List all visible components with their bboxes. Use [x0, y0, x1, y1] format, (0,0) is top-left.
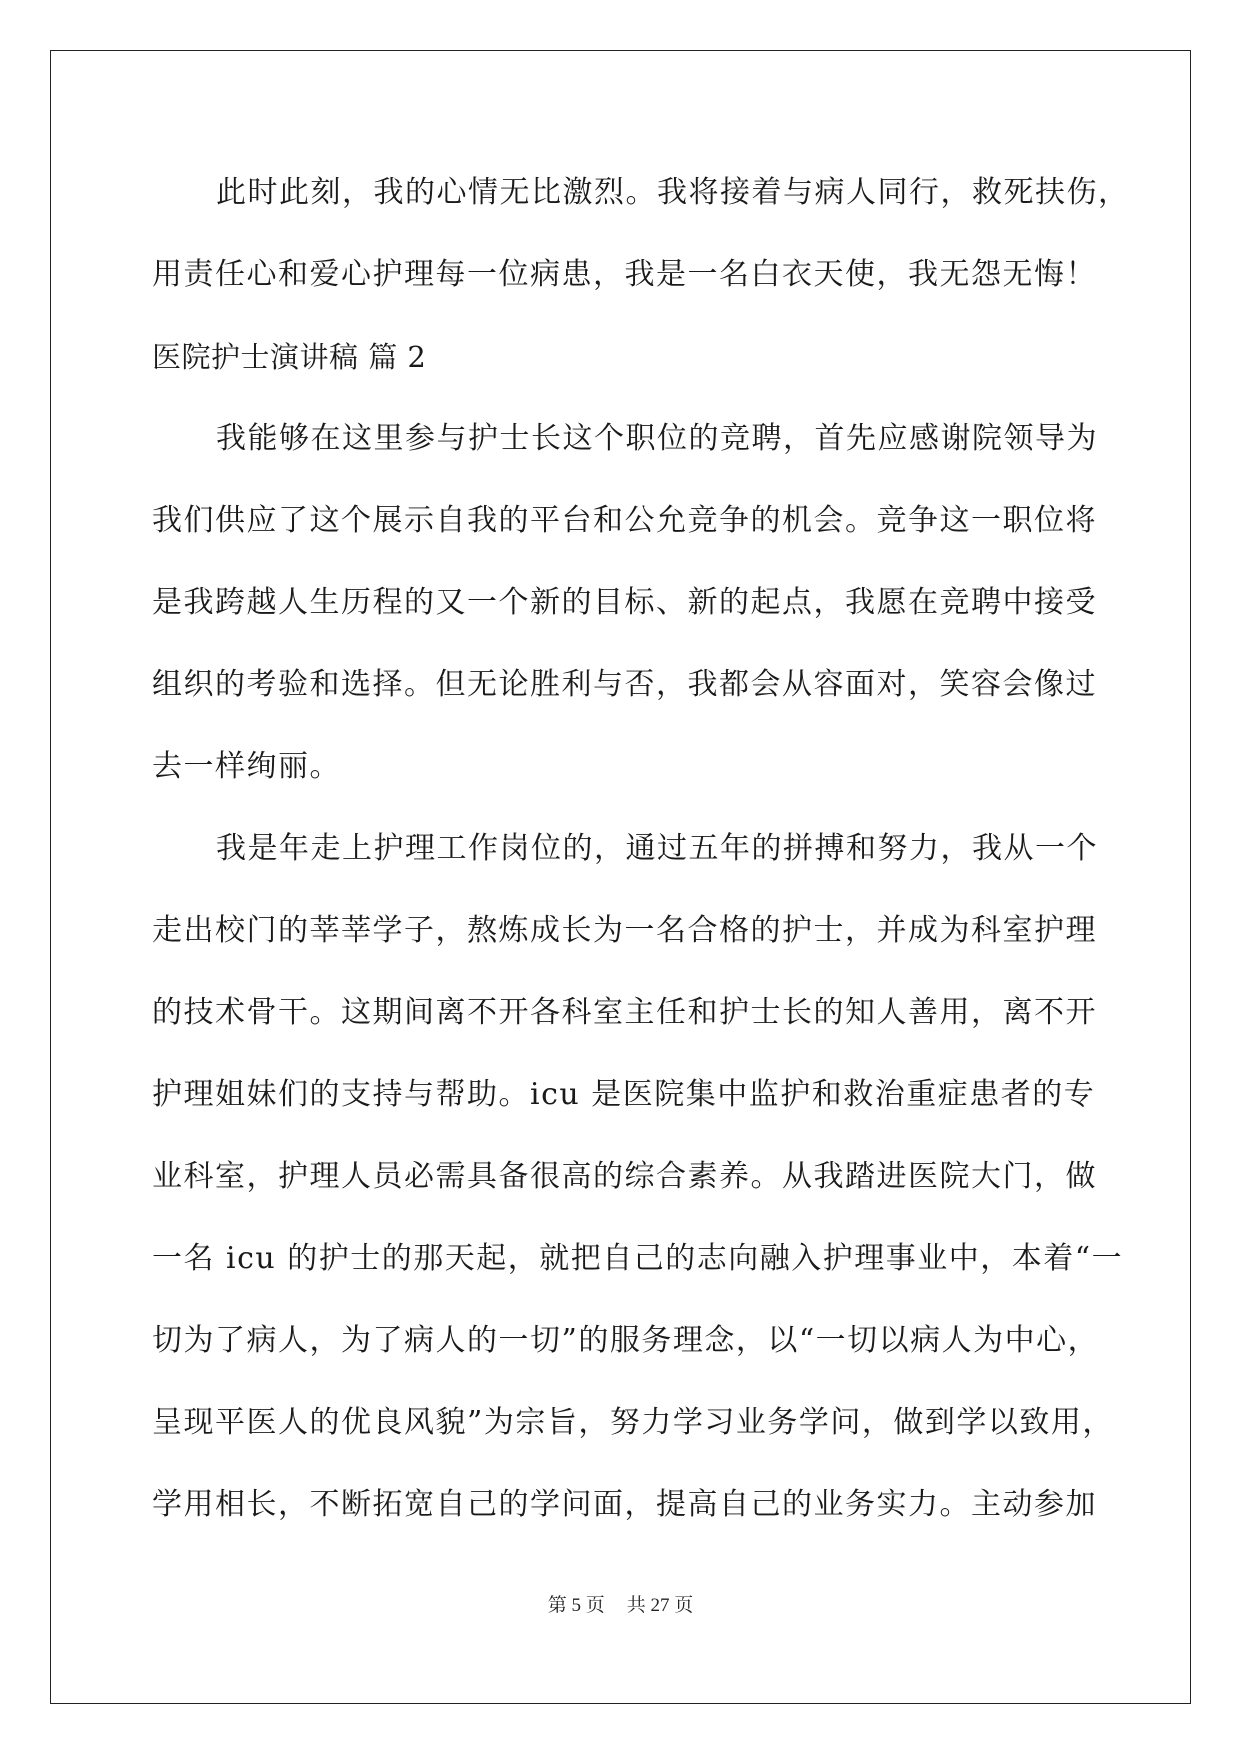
section-heading: 医院护士演讲稿 篇 2: [152, 340, 427, 374]
page-number: 第 5 页: [547, 1595, 605, 1616]
paragraph-line: 此时此刻，我的心情无比激烈。我将接着与病人同行，救死扶伤，: [216, 175, 1130, 210]
paragraph-line: 的技术骨干。这期间离不开各科室主任和护士长的知人善用，离不开: [152, 995, 1097, 1030]
paragraph-line: 我是年走上护理工作岗位的，通过五年的拼搏和努力，我从一个: [216, 831, 1098, 866]
document-body: [152, 168, 1130, 1562]
page-total: 共 27 页: [626, 1595, 694, 1616]
paragraph-line: 学用相长，不断拓宽自己的学问面，提高自己的业务实力。主动参加: [152, 1487, 1097, 1522]
paragraph-line: 一名 icu 的护士的那天起，就把自己的志向融入护理事业中，本着“一: [152, 1241, 1124, 1276]
paragraph-line: 是我跨越人生历程的又一个新的目标、新的起点，我愿在竞聘中接受: [152, 585, 1097, 620]
paragraph-line: 业科室，护理人员必需具备很高的综合素养。从我踏进医院大门，做: [152, 1159, 1097, 1194]
paragraph-line: 切为了病人，为了病人的一切”的服务理念，以“一切以病人为中心，: [152, 1323, 1100, 1358]
paragraph-line: 呈现平医人的优良风貌”为宗旨，努力学习业务学问，做到学以致用，: [152, 1405, 1114, 1440]
paragraph-line: 护理姐妹们的支持与帮助。icu 是医院集中监护和救治重症患者的专: [152, 1077, 1096, 1112]
paragraph-line: 用责任心和爱心护理每一位病患，我是一名白衣天使，我无怨无悔！: [152, 257, 1097, 292]
paragraph-line: 走出校门的莘莘学子，熬炼成长为一名合格的护士，并成为科室护理: [152, 913, 1097, 948]
paragraph-line: 我们供应了这个展示自我的平台和公允竞争的机会。竞争这一职位将: [152, 503, 1097, 538]
paragraph-line: 组织的考验和选择。但无论胜利与否，我都会从容面对，笑容会像过: [152, 667, 1097, 702]
page-footer: [0, 1590, 1241, 1617]
paragraph-line: 去一样绚丽。: [152, 749, 341, 784]
paragraph-line: 我能够在这里参与护士长这个职位的竞聘，首先应感谢院领导为: [216, 421, 1098, 456]
